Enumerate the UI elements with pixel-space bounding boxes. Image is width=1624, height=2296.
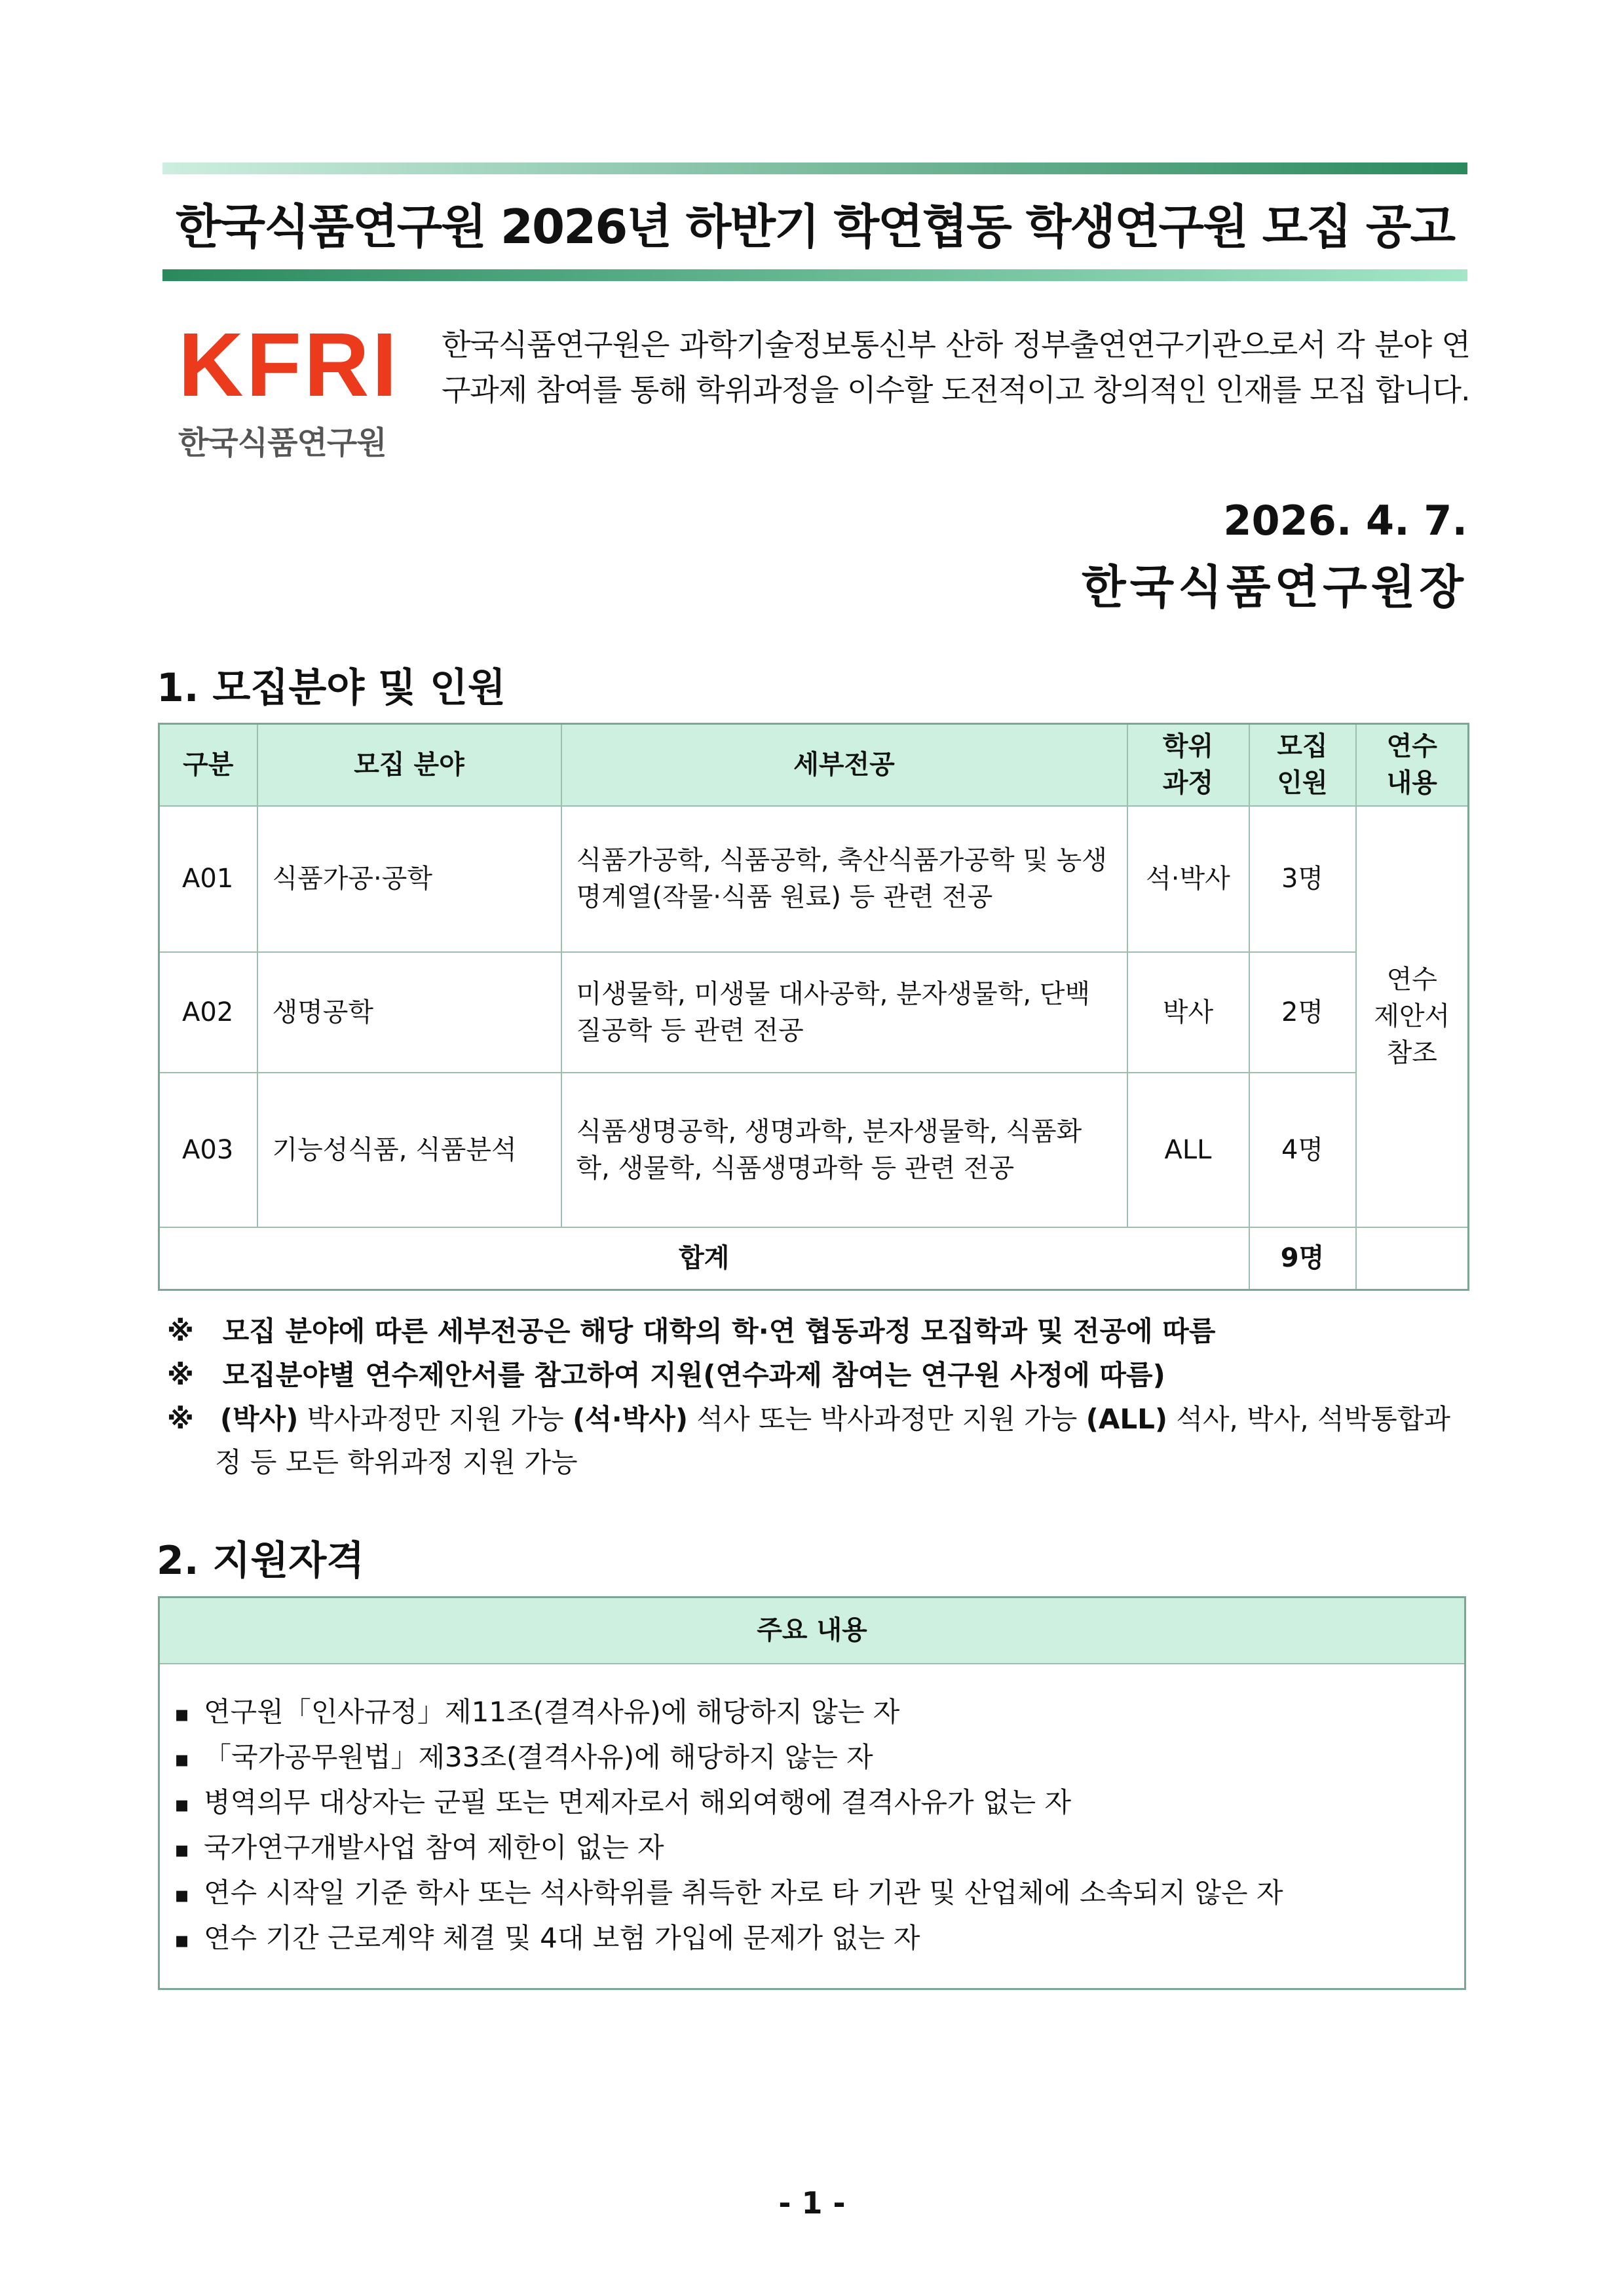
note-term: (ALL): [1086, 1403, 1168, 1435]
col-header: 모집 분야: [257, 724, 561, 806]
kfri-logo: [178, 315, 414, 467]
total-row: [159, 1227, 1469, 1290]
recruitment-table: [158, 723, 1469, 1291]
section1-heading: 1. 모집분야 및 인원: [157, 665, 506, 711]
col-header: 세부전공: [561, 724, 1127, 806]
table-header-row: [159, 724, 1469, 806]
list-item: ▪ 연수 기간 근로계약 체결 및 4대 보험 가입에 문제가 없는 자: [174, 1917, 1450, 1962]
col-header: 연수 내용: [1356, 724, 1469, 806]
list-item: ▪ 「국가공무원법」제33조(결격사유)에 해당하지 않는 자: [174, 1736, 1450, 1781]
note-text: 석사 또는 박사과정만 지원 가능: [688, 1403, 1086, 1435]
list-item: ▪ 연수 시작일 기준 학사 또는 석사학위를 취득한 자로 타 기관 및 산업체에 소속되지 않은 자: [174, 1871, 1450, 1917]
intro-text: 한국식품연구원은 과학기술정보통신부 산하 정부출연연구기관으로서 각 분야 연구과제 참여를 통해 학위과정을 이수할 도전적이고 창의적인 인재를 모집 합니다.: [442, 327, 1470, 408]
eligibility-header: 주요 내용: [159, 1598, 1465, 1664]
degree-cell: ALL: [1127, 1073, 1249, 1227]
field-cell: 식품가공·공학: [257, 806, 561, 952]
code-cell: A02: [159, 952, 257, 1073]
page-number: - 1 -: [778, 2185, 846, 2221]
total-count: 9명: [1249, 1227, 1356, 1290]
eligibility-list: [174, 1664, 1450, 1988]
col-header: 모집 인원: [1249, 724, 1356, 806]
table-row: [159, 952, 1469, 1073]
major-cell: 식품가공학, 식품공학, 축산식품가공학 및 농생명계열(작물·식품 원료) 등 관련 전공: [561, 806, 1127, 952]
list-item: ▪ 병역의무 대상자는 군필 또는 면제자로서 해외여행에 결격사유가 없는 자: [174, 1781, 1450, 1826]
list-item: ▪ 국가연구개발사업 참여 제한이 없는 자: [174, 1826, 1450, 1871]
count-cell: 2명: [1249, 952, 1356, 1073]
field-cell: 기능성식품, 식품분석: [257, 1073, 561, 1227]
count-cell: 3명: [1249, 806, 1356, 952]
major-cell: 미생물학, 미생물 대사공학, 분자생물학, 단백질공학 등 관련 전공: [561, 952, 1127, 1073]
title-bottom-bar: [162, 269, 1467, 281]
code-cell: A01: [159, 806, 257, 952]
code-cell: A03: [159, 1073, 257, 1227]
page-title: 한국식품연구원 2026년 하반기 학연협동 학생연구원 모집 공고: [175, 199, 1455, 254]
table-row: [159, 1073, 1469, 1227]
eligibility-table: [158, 1596, 1466, 1990]
note-text: 박사과정만 지원 가능: [298, 1403, 573, 1435]
major-cell: 식품생명공학, 생명과학, 분자생물학, 식품화학, 생물학, 식품생명과학 등 관련 전공: [561, 1073, 1127, 1227]
note-1: [167, 1310, 1471, 1353]
note-mark: ※: [167, 1359, 194, 1391]
note-text: 모집 분야에 따른 세부전공은 해당 대학의 학·연 협동과정 모집학과 및 전공에 따름: [222, 1315, 1216, 1347]
title-top-bar: [162, 163, 1467, 174]
field-cell: 생명공학: [257, 952, 561, 1073]
empty-cell: [1356, 1227, 1469, 1290]
logo-name: 한국식품연구원: [178, 425, 387, 461]
announcement-date: 2026. 4. 7.: [1223, 497, 1467, 545]
logo-mark: KFRI: [178, 315, 400, 415]
issuer: 한국식품연구원장: [1082, 560, 1467, 614]
section2-heading: 2. 지원자격: [157, 1538, 365, 1584]
note-term: (석·박사): [573, 1403, 689, 1435]
note-mark: ※: [167, 1315, 194, 1347]
col-header: 구분: [159, 724, 257, 806]
note-mark: ※: [167, 1403, 194, 1435]
note-term: (박사): [219, 1403, 299, 1435]
col-header: 학위 과정: [1127, 724, 1249, 806]
note-3: [167, 1398, 1471, 1484]
degree-cell: 박사: [1127, 952, 1249, 1073]
note-text: 모집분야별 연수제안서를 참고하여 지원(연수과제 참여는 연구원 사정에 따름): [222, 1359, 1165, 1391]
eligibility-list-cell: [159, 1664, 1465, 1989]
total-label: 합계: [159, 1227, 1249, 1290]
list-item: ▪ 연구원「인사규정」제11조(결격사유)에 해당하지 않는 자: [174, 1691, 1450, 1736]
degree-cell: 석·박사: [1127, 806, 1249, 952]
note-text: 석사, 박사, 석박통합과정 등 모든 학위과정 지원 가능: [215, 1403, 1450, 1478]
count-cell: 4명: [1249, 1073, 1356, 1227]
note-2: [167, 1354, 1471, 1397]
table-row: [159, 806, 1469, 952]
training-cell: 연수 제안서 참조: [1356, 806, 1469, 1227]
